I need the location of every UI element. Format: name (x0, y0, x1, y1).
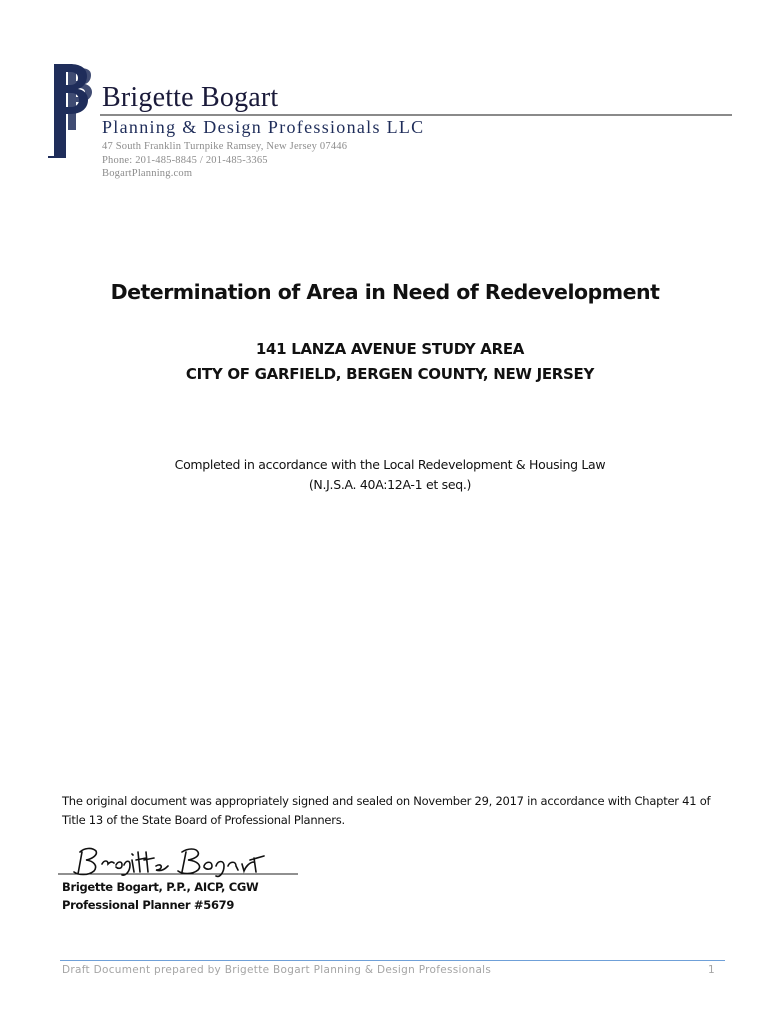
company-name: Brigette Bogart (102, 82, 279, 113)
company-website: BogartPlanning.com (102, 168, 193, 179)
page-number: 1 (708, 964, 715, 976)
handwritten-signature (58, 838, 308, 884)
signer-name: Brigette Bogart, P.P., AICP, CGW (62, 880, 259, 894)
letterhead-divider (100, 114, 732, 116)
footer-divider (60, 960, 725, 961)
study-area-heading: 141 LANZA AVENUE STUDY AREA (255, 340, 525, 358)
company-address: 47 South Franklin Turnpike Ramsey, New Jersey 07446 (102, 141, 348, 152)
sealed-note: The original document was appropriately signed and sealed on November 29, 2017 in accordance with Chapter 41 of Title 13 of the State Board of Professional Planners. (62, 794, 711, 827)
statute-citation: (N.J.S.A. 40A:12A-1 et seq.) (308, 477, 472, 492)
accordance-statement: Completed in accordance with the Local Redevelopment & Housing Law (174, 457, 606, 472)
company-phone: Phone: 201-485-8845 / 201-485-3365 (102, 155, 268, 166)
company-subtitle: Planning & Design Professionals LLC (102, 117, 425, 137)
bb-monogram-logo (48, 60, 104, 162)
signer-license: Professional Planner #5679 (62, 898, 235, 912)
document-title: Determination of Area in Need of Redevelopment (110, 280, 660, 304)
location-heading: CITY OF GARFIELD, BERGEN COUNTY, NEW JERSEY (185, 365, 595, 383)
footer-text: Draft Document prepared by Brigette Bogart Planning & Design Professionals (62, 964, 492, 976)
